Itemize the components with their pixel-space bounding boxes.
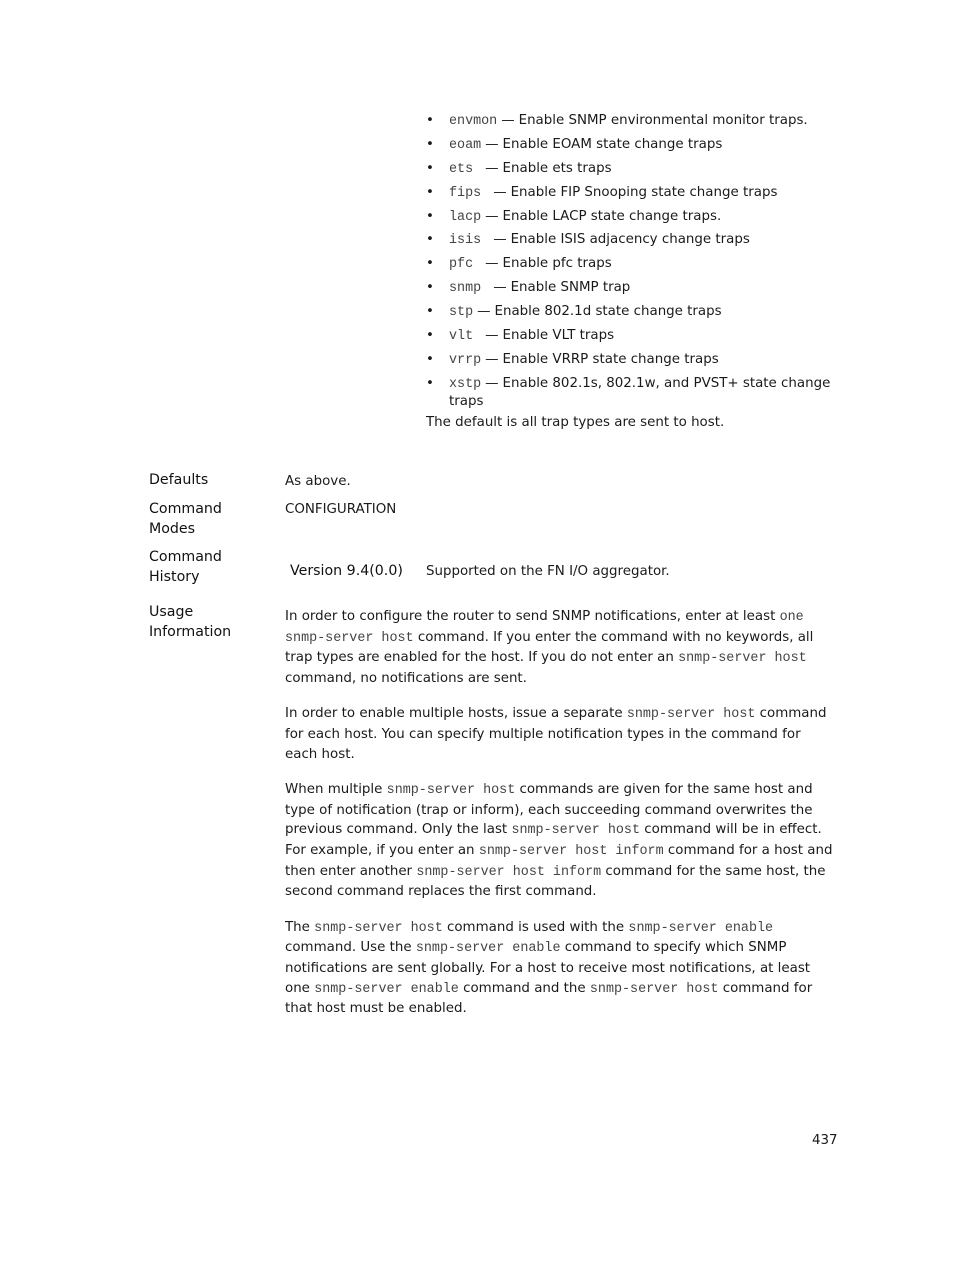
- bullet: •: [426, 160, 434, 176]
- history-version: Version 9.4(0.0): [290, 563, 403, 579]
- command-modes-value: CONFIGURATION: [285, 502, 397, 517]
- trap-description: Enable ets traps: [502, 160, 612, 176]
- label-line: Usage: [149, 604, 194, 620]
- dash: —: [485, 328, 499, 344]
- text-run: command will be in effect. For example, if you enter an: [285, 822, 822, 858]
- trap-keyword: vlt: [449, 329, 482, 345]
- code-run: one snmp-server host: [285, 610, 804, 646]
- dash: —: [485, 375, 499, 391]
- usage-information-body: [285, 607, 837, 1035]
- page-number: 437: [812, 1133, 838, 1148]
- trap-keyword: ets: [449, 161, 482, 177]
- list-item: [426, 112, 836, 131]
- label-line: Modes: [149, 520, 196, 537]
- dash: —: [493, 184, 507, 200]
- defaults-label: [149, 471, 269, 491]
- code-run: snmp-server host inform: [478, 843, 664, 859]
- code-run: snmp-server enable: [415, 941, 561, 957]
- trap-keyword: xstp: [449, 376, 482, 392]
- list-item: [426, 136, 836, 155]
- code-run: snmp-server host: [678, 651, 807, 667]
- trap-keyword: eoam: [449, 137, 482, 153]
- trap-description: Enable LACP state change traps.: [502, 208, 722, 224]
- list-item: [426, 279, 836, 298]
- dash: —: [493, 280, 507, 296]
- trap-description: Enable ISIS adjacency change traps: [510, 232, 750, 248]
- code-run: snmp-server enable: [314, 981, 459, 997]
- text-run: commands are given for the same host and type of notification (trap or inform), each succeeding command overwrites the previous command. Only the last: [285, 782, 813, 838]
- command-modes-label: [149, 500, 269, 539]
- trap-keyword: snmp: [449, 281, 490, 297]
- code-run: snmp-server host: [314, 920, 443, 936]
- bullet: •: [426, 113, 434, 128]
- trap-keyword: envmon: [449, 114, 498, 129]
- label-line: Information: [149, 623, 232, 640]
- code-run: snmp-server host: [589, 981, 719, 997]
- list-item: [426, 184, 836, 203]
- list-item: [426, 375, 836, 411]
- text-run: command. Use the: [285, 940, 416, 956]
- trap-keyword: lacp: [449, 209, 482, 225]
- trap-keyword: pfc: [449, 257, 482, 273]
- list-item: [426, 351, 836, 370]
- dash: —: [485, 136, 499, 152]
- defaults-label-text: Defaults: [149, 472, 209, 488]
- code-run: snmp-server host inform: [416, 864, 602, 880]
- text-run: In order to enable multiple hosts, issue a separate: [285, 706, 627, 722]
- command-history-label: [149, 548, 269, 587]
- text-run: command for each host. You can specify multiple notification types in the command for each host.: [285, 706, 827, 762]
- bullet: •: [426, 136, 434, 152]
- dash: —: [485, 208, 499, 224]
- bullet: •: [426, 232, 434, 248]
- code-run: snmp-server host: [511, 823, 641, 839]
- list-item: [426, 231, 836, 250]
- bullet: •: [426, 184, 434, 200]
- trap-type-list: [426, 112, 836, 416]
- trap-keyword: isis: [449, 233, 490, 249]
- list-item: [426, 303, 836, 322]
- text-run: command. If you enter the command with no keywords, all trap types are enabled for the host. If you do not enter an: [285, 629, 814, 666]
- code-run: snmp-server host: [386, 783, 516, 799]
- trap-keyword: stp: [449, 305, 474, 321]
- bullet: •: [426, 304, 434, 320]
- trap-description: Enable VLT traps: [502, 328, 615, 344]
- trap-description: Enable 802.1s, 802.1w, and PVST+ state change traps: [449, 375, 831, 410]
- trap-description: Enable 802.1d state change traps: [494, 304, 722, 320]
- trap-description: Enable pfc traps: [502, 256, 612, 272]
- usage-paragraph: [285, 704, 837, 764]
- list-item: [426, 255, 836, 274]
- bullet: •: [426, 280, 434, 296]
- text-run: When multiple: [285, 782, 387, 798]
- defaults-value: As above.: [285, 474, 351, 489]
- bullet: •: [426, 328, 434, 344]
- text-run: command for the same host, the second command replaces the first command.: [285, 863, 826, 900]
- text-run: The: [285, 919, 315, 935]
- history-description: Supported on the FN I/O aggregator.: [426, 564, 670, 579]
- bullet: •: [426, 208, 434, 224]
- dash: —: [485, 256, 499, 272]
- trap-description: Enable SNMP environmental monitor traps.: [518, 113, 808, 128]
- trap-description: Enable EOAM state change traps: [502, 136, 723, 152]
- text-run: command is used with the: [442, 919, 629, 935]
- trap-default-note: The default is all trap types are sent to host.: [426, 415, 725, 430]
- dash: —: [477, 304, 491, 320]
- bullet: •: [426, 256, 434, 272]
- text-run: command for a host and then enter another: [285, 842, 833, 879]
- dash: —: [485, 351, 499, 367]
- list-item: [426, 208, 836, 227]
- text-run: command to specify which SNMP notifications are sent globally. For a host to receive most notifications, at least one: [285, 940, 811, 996]
- trap-keyword: vrrp: [449, 352, 482, 368]
- list-item: [426, 327, 836, 346]
- usage-paragraph: [285, 607, 837, 688]
- list-item: [426, 160, 836, 179]
- bullet: •: [426, 351, 434, 367]
- dash: —: [501, 113, 515, 128]
- label-line: Command: [149, 549, 222, 565]
- text-run: command, no notifications are sent.: [285, 670, 527, 686]
- code-run: snmp-server enable: [628, 920, 774, 936]
- usage-paragraph: [285, 918, 837, 1019]
- trap-description: Enable FIP Snooping state change traps: [510, 184, 778, 200]
- dash: —: [485, 160, 499, 176]
- label-line: Command: [149, 501, 222, 517]
- bullet: •: [426, 375, 434, 391]
- text-run: command and the: [458, 980, 590, 996]
- usage-information-label: [149, 603, 269, 642]
- code-run: snmp-server host: [626, 707, 756, 723]
- trap-description: Enable SNMP trap: [510, 280, 631, 296]
- usage-paragraph: [285, 780, 837, 902]
- label-line: History: [149, 568, 200, 585]
- text-run: In order to configure the router to send SNMP notifications, enter at least: [285, 609, 780, 624]
- trap-description: Enable VRRP state change traps: [502, 351, 719, 367]
- trap-keyword: fips: [449, 185, 490, 201]
- dash: —: [493, 232, 507, 248]
- text-run: command for that host must be enabled.: [285, 980, 813, 1017]
